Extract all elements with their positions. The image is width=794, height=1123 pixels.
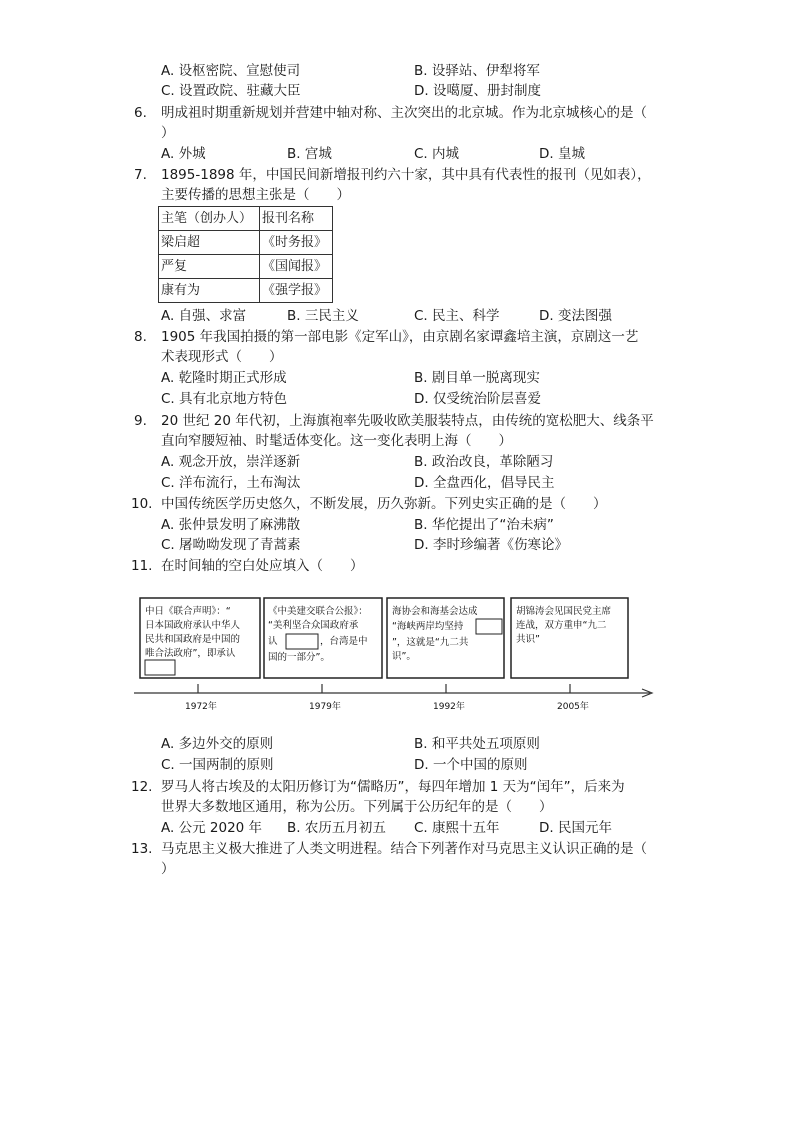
table-cell: 康有为 xyxy=(159,279,260,303)
option-q10-b[interactable]: B. 华佗提出了“治未病” xyxy=(414,517,554,533)
question-number-13: 13. xyxy=(131,841,153,857)
option-q12-a[interactable]: A. 公元 2020 年 xyxy=(161,820,263,836)
question-number-11: 11. xyxy=(131,558,153,574)
timeline-box-text: 中日《联合声明》：“ xyxy=(145,606,231,617)
question-10-stem: 中国传统医学历史悠久，不断发展，历久弥新。下列史实正确的是（ ） xyxy=(161,496,607,512)
option-q8-c[interactable]: C. 具有北京地方特色 xyxy=(161,391,288,407)
timeline-box-text: 连战，双方重申“九二 xyxy=(516,620,607,631)
question-12-stem: 罗马人将古埃及的太阳历修订为“儒略历”，每四年增加 1 天为“闰年”，后来为 xyxy=(161,779,625,795)
timeline-year-label: 2005年 xyxy=(557,702,589,712)
timeline-box-text: ，台湾是中 xyxy=(320,636,368,647)
option-q5-a[interactable]: A. 设枢密院、宣慰使司 xyxy=(161,63,301,79)
timeline-year-label: 1979年 xyxy=(309,702,341,712)
blank-answer-box xyxy=(145,660,175,675)
table-cell: 严复 xyxy=(159,255,260,279)
question-number-8: 8. xyxy=(134,329,147,345)
timeline-box-text: “美利坚合众国政府承 xyxy=(268,620,359,631)
question-number-9: 9. xyxy=(134,413,147,429)
blank-answer-box xyxy=(286,634,318,649)
option-q8-d[interactable]: D. 仅受统治阶层喜爱 xyxy=(414,391,541,407)
timeline-box-text: 识”。 xyxy=(392,651,416,662)
timeline-box-text: 唯合法政府”，即承认 xyxy=(145,648,236,659)
table-cell: 《时务报》 xyxy=(260,231,333,255)
timeline-box-text: “海峡两岸均坚持 xyxy=(392,621,464,632)
table-cell: 梁启超 xyxy=(159,231,260,255)
timeline-box-text: 国的一部分”。 xyxy=(268,652,330,663)
option-q9-d[interactable]: D. 全盘西化，倡导民主 xyxy=(414,475,555,491)
option-q12-c[interactable]: C. 康熙十五年 xyxy=(414,820,500,836)
option-q12-d[interactable]: D. 民国元年 xyxy=(539,820,612,836)
question-number-10: 10. xyxy=(131,496,153,512)
table-header-row xyxy=(159,207,333,231)
table-row xyxy=(159,255,333,279)
newspaper-table xyxy=(158,206,333,303)
option-q5-b[interactable]: B. 设驿站、伊犁将军 xyxy=(414,63,540,79)
option-q6-d[interactable]: D. 皇城 xyxy=(539,146,585,162)
question-7-stem-cont: 主要传播的思想主张是（ ） xyxy=(161,187,350,203)
table-cell: 《强学报》 xyxy=(260,279,333,303)
option-q8-a[interactable]: A. 乾隆时期正式形成 xyxy=(161,370,287,386)
question-6-stem: 明成祖时期重新规划并营建中轴对称、主次突出的北京城。作为北京城核心的是（ xyxy=(161,105,647,121)
timeline-box-text: 认 xyxy=(268,636,278,647)
option-q9-a[interactable]: A. 观念开放，崇洋逐新 xyxy=(161,454,301,470)
timeline-box-text: 胡锦涛会见国民党主席 xyxy=(516,606,612,617)
option-q10-d[interactable]: D. 李时珍编著《伤寒论》 xyxy=(414,537,568,553)
question-12-stem-cont: 世界大多数地区通用，称为公历。下列属于公历纪年的是（ ） xyxy=(161,799,553,815)
timeline-figure xyxy=(130,592,662,716)
timeline-box-text: 《中美建交联合公报》： xyxy=(268,606,368,617)
question-number-12: 12. xyxy=(131,779,153,795)
question-number-7: 7. xyxy=(134,167,147,183)
option-q9-b[interactable]: B. 政治改良，革除陋习 xyxy=(414,454,554,470)
option-q5-c[interactable]: C. 设置政院、驻藏大臣 xyxy=(161,83,301,99)
question-8-stem-cont: 术表现形式（ ） xyxy=(161,349,283,365)
option-q10-a[interactable]: A. 张仲景发明了麻沸散 xyxy=(161,517,301,533)
option-q12-b[interactable]: B. 农历五月初五 xyxy=(287,820,386,836)
option-q9-c[interactable]: C. 洋布流行，土布淘汰 xyxy=(161,475,301,491)
table-header-cell: 主笔（创办人） xyxy=(159,207,260,231)
option-q6-c[interactable]: C. 内城 xyxy=(414,146,460,162)
timeline-year-label: 1992年 xyxy=(433,702,465,712)
question-number-6: 6. xyxy=(134,105,147,121)
question-11-stem: 在时间轴的空白处应填入（ ） xyxy=(161,558,364,574)
timeline-box-text: ”，这就是“九二共 xyxy=(392,637,469,648)
option-q7-a[interactable]: A. 自强、求富 xyxy=(161,308,247,324)
option-q11-c[interactable]: C. 一国两制的原则 xyxy=(161,757,274,773)
table-header-cell: 报刊名称 xyxy=(260,207,333,231)
question-9-stem-cont: 直向窄腰短袖、时髦适体变化。这一变化表明上海（ ） xyxy=(161,433,512,449)
timeline-box-text: 共识” xyxy=(516,634,540,645)
option-q7-d[interactable]: D. 变法图强 xyxy=(539,308,612,324)
table-row xyxy=(159,279,333,303)
timeline-box-text: 日本国政府承认中华人 xyxy=(145,620,241,631)
question-8-stem: 1905 年我国拍摄的第一部电影《定军山》，由京剧名家谭鑫培主演，京剧这一艺 xyxy=(161,329,639,345)
option-q5-d[interactable]: D. 设噶厦、册封制度 xyxy=(414,83,541,99)
option-q11-d[interactable]: D. 一个中国的原则 xyxy=(414,757,528,773)
table-cell: 《国闻报》 xyxy=(260,255,333,279)
option-q10-c[interactable]: C. 屠呦呦发现了青蒿素 xyxy=(161,537,301,553)
question-13-stem: 马克思主义极大推进了人类文明进程。结合下列著作对马克思主义认识正确的是（ xyxy=(161,841,647,857)
option-q11-a[interactable]: A. 多边外交的原则 xyxy=(161,736,274,752)
option-q11-b[interactable]: B. 和平共处五项原则 xyxy=(414,736,540,752)
timeline-year-label: 1972年 xyxy=(185,702,217,712)
table-row xyxy=(159,231,333,255)
question-9-stem: 20 世纪 20 年代初，上海旗袍率先吸收欧美服装特点，由传统的宽松肥大、线条平 xyxy=(161,413,654,429)
timeline-box-text: 海协会和海基会达成 xyxy=(392,606,478,617)
option-q7-b[interactable]: B. 三民主义 xyxy=(287,308,359,324)
option-q7-c[interactable]: C. 民主、科学 xyxy=(414,308,500,324)
question-7-stem: 1895-1898 年，中国民间新增报刊约六十家，其中具有代表性的报刊（见如表）， xyxy=(161,167,651,183)
blank-answer-box xyxy=(476,619,502,634)
timeline-box-text: 民共和国政府是中国的 xyxy=(145,634,241,645)
question-13-stem-cont: ） xyxy=(161,861,175,877)
option-q6-b[interactable]: B. 宫城 xyxy=(287,146,332,162)
question-6-stem-cont: ） xyxy=(161,125,175,141)
option-q8-b[interactable]: B. 剧目单一脱离现实 xyxy=(414,370,540,386)
option-q6-a[interactable]: A. 外城 xyxy=(161,146,206,162)
